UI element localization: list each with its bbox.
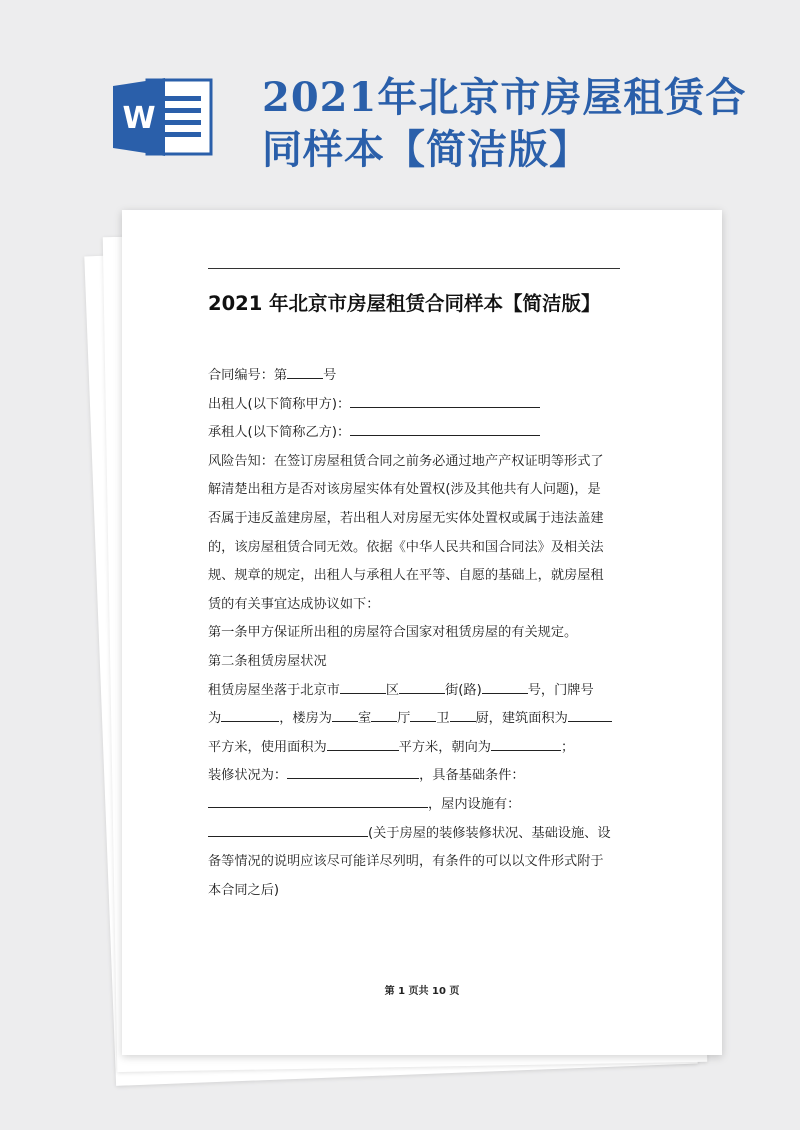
document-page: [122, 210, 722, 1055]
body-text-segment: 承租人(以下简称乙方)：: [208, 425, 351, 441]
header: [0, 0, 800, 200]
body-line: [208, 591, 620, 620]
body-text-segment: 合同编号：第: [208, 368, 288, 383]
fill-in-blank: [208, 822, 368, 837]
body-line: [208, 734, 620, 763]
body-line: [208, 820, 620, 849]
body-line: [208, 648, 620, 677]
body-text-segment: 装修状况为：: [208, 768, 288, 784]
body-line: [208, 419, 620, 448]
body-text-segment: 第二条租赁房屋状况: [208, 653, 327, 669]
fill-in-blank: [221, 707, 279, 722]
body-line: [208, 705, 620, 734]
body-text-segment: 厨，建筑面积为: [475, 711, 568, 727]
body-text-segment: 厅: [397, 711, 411, 727]
fill-in-blank: [287, 364, 323, 379]
body-line: [208, 505, 620, 534]
body-line: [208, 448, 620, 477]
body-text-segment: 本合同之后): [208, 882, 280, 898]
document-title: 2021 年北京市房屋租赁合同样本【简洁版】: [208, 292, 601, 315]
body-text-segment: 号，门牌号: [527, 682, 594, 698]
body-text-segment: 租赁房屋坐落于北京市: [208, 682, 340, 698]
body-text-segment: ；: [561, 739, 575, 755]
fill-in-blank: [450, 707, 476, 722]
body-line: [208, 362, 620, 391]
fill-in-blank: [340, 679, 386, 694]
body-line: [208, 791, 620, 820]
body-text-segment: (关于房屋的装修装修状况、基础设施、设: [368, 825, 611, 841]
header-rule: [208, 268, 620, 269]
body-line: [208, 619, 620, 648]
body-text-segment: 街(路): [445, 682, 482, 698]
fill-in-blank: [371, 707, 397, 722]
word-logo-letter: W: [122, 101, 156, 136]
fill-in-blank: [568, 707, 612, 722]
fill-in-blank: [491, 736, 561, 751]
body-text-segment: ，具备基础条件：: [419, 768, 525, 784]
fill-in-blank: [350, 421, 540, 436]
body-text-segment: 的，该房屋租赁合同无效。依据《中华人民共和国合同法》及相关法: [208, 539, 604, 555]
body-line: [208, 391, 620, 420]
fill-in-blank: [399, 679, 445, 694]
body-text-segment: 风险告知：在签订房屋租赁合同之前务必通过地产产权证明等形式了: [208, 453, 604, 469]
fill-in-blank: [332, 707, 358, 722]
body-text-segment: 平方米，朝向为: [398, 739, 491, 755]
body-line: [208, 476, 620, 505]
page-title-line-1: 2021年北京市房屋租赁合: [262, 74, 747, 121]
body-text-segment: 平方米，使用面积为: [208, 739, 327, 755]
page-title: [262, 72, 782, 176]
fill-in-blank: [350, 393, 540, 408]
body-line: [208, 677, 620, 706]
body-text-segment: 规、规章的规定，出租人与承租人在平等、自愿的基础上，就房屋租: [208, 568, 604, 584]
body-line: [208, 762, 620, 791]
body-text-segment: 区: [385, 682, 400, 698]
body-text-segment: 解清楚出租方是否对该房屋实体有处置权(涉及其他共有人问题)，是: [208, 482, 601, 498]
body-text-segment: 第一条甲方保证所出租的房屋符合国家对租赁房屋的有关规定。: [208, 625, 578, 641]
body-text-segment: 赁的有关事宜达成协议如下：: [208, 596, 380, 612]
body-text-segment: 否属于违反盖建房屋，若出租人对房屋无实体处置权或属于违法盖建: [208, 510, 604, 526]
fill-in-blank: [287, 764, 419, 779]
fill-in-blank: [327, 736, 399, 751]
body-line: [208, 848, 620, 877]
fill-in-blank: [410, 707, 436, 722]
fill-in-blank: [208, 793, 428, 808]
page-title-line-2: 同样本【简洁版】: [262, 126, 590, 173]
body-line: [208, 877, 620, 906]
body-line: [208, 534, 620, 563]
body-line: [208, 562, 620, 591]
fill-in-blank: [482, 679, 528, 694]
body-text-segment: 卫: [436, 711, 450, 727]
body-text-segment: 备等情况的说明应该尽可能详尽列明，有条件的可以以文件形式附于: [208, 854, 604, 870]
page-number: 第 1 页共 10 页: [384, 986, 460, 997]
body-text-segment: 室: [357, 711, 372, 727]
document-body: [208, 362, 620, 905]
body-text-segment: ，楼房为: [279, 711, 332, 727]
body-text-segment: 号: [323, 368, 337, 383]
body-text-segment: ，屋内设施有：: [428, 796, 521, 812]
word-document-icon: [113, 78, 213, 156]
body-text-segment: 为: [208, 711, 222, 727]
body-text-segment: 出租人(以下简称甲方)：: [208, 396, 351, 412]
